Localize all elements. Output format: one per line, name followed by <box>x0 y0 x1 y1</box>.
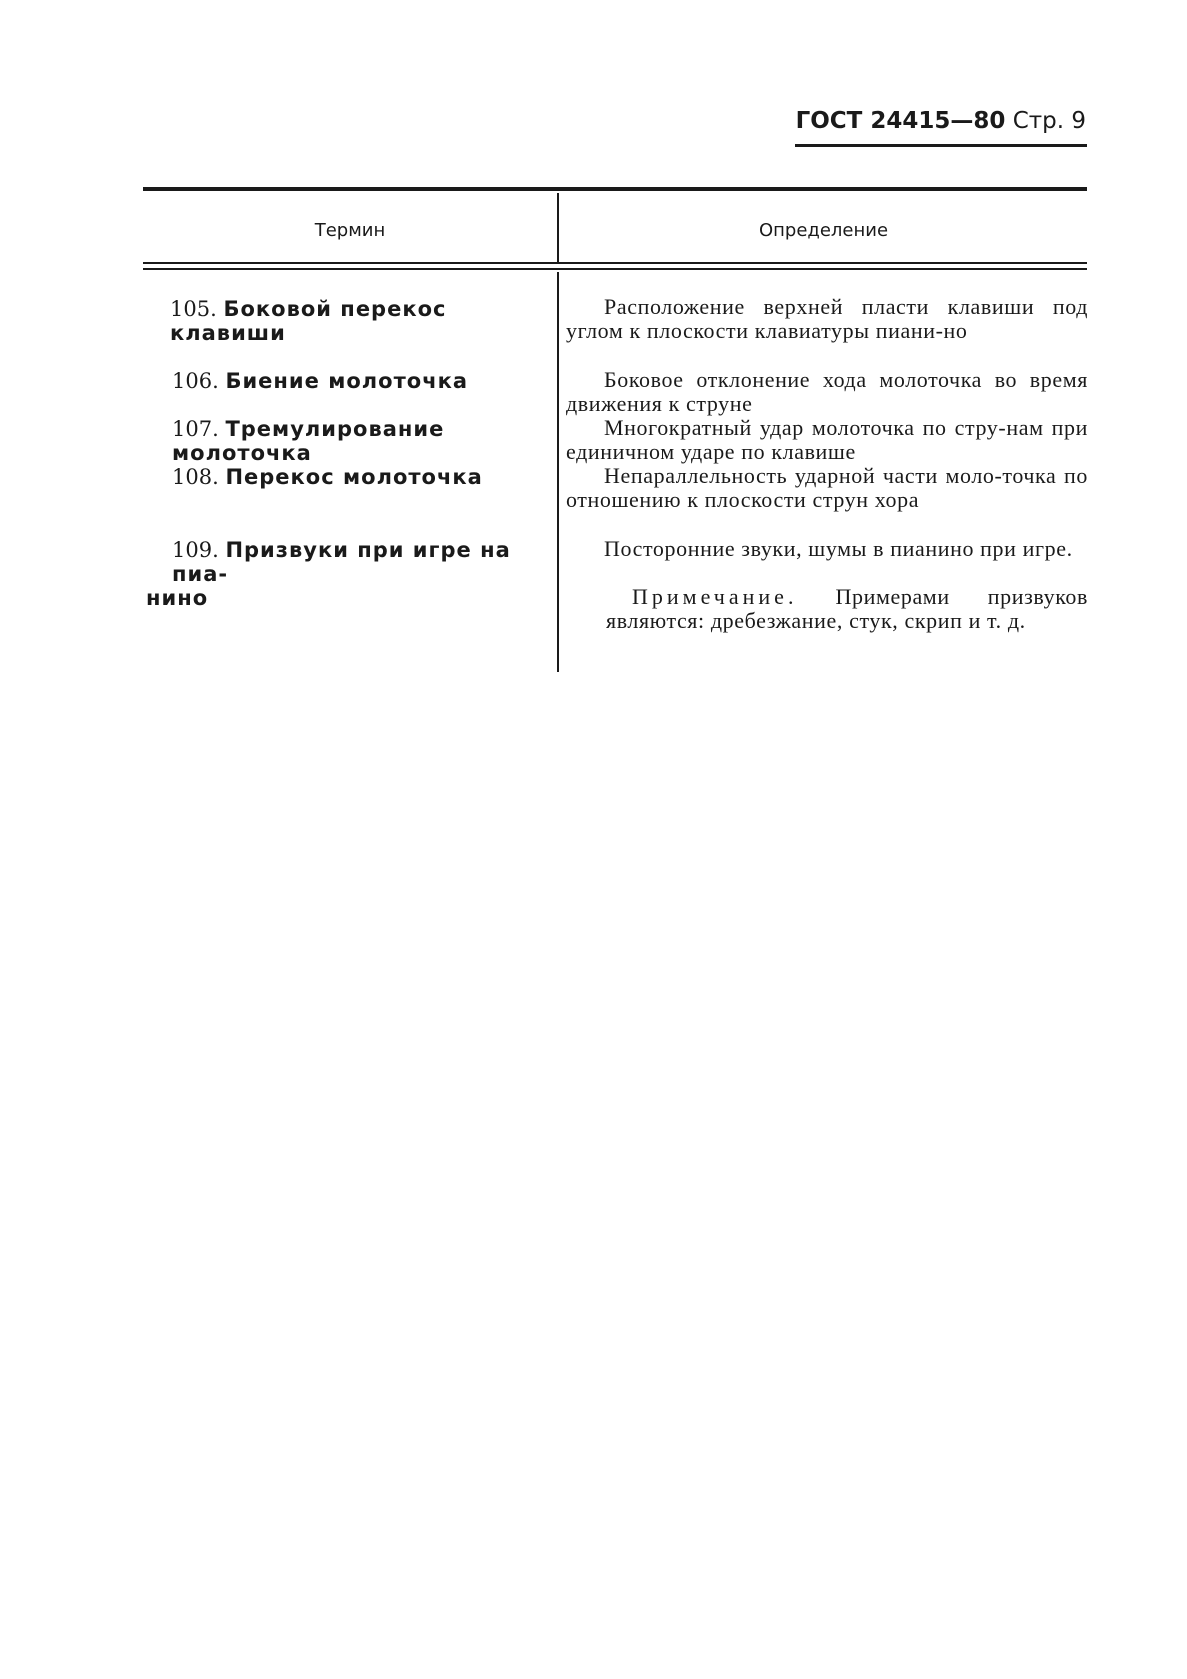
term-108 <box>172 465 552 489</box>
term-105 <box>170 297 550 345</box>
column-header-definition: Определение <box>758 220 889 241</box>
page-header <box>790 108 1086 134</box>
note-label: Примечание. <box>632 584 798 609</box>
term-name: Биение молоточка <box>225 369 469 393</box>
term-106 <box>172 369 552 393</box>
header-underline <box>795 144 1087 147</box>
term-number: 106. <box>172 369 219 393</box>
table-top-rule <box>143 187 1087 191</box>
term-109 <box>146 538 550 610</box>
term-name: Перекос молоточка <box>225 465 483 489</box>
note-109 <box>606 585 1088 633</box>
term-name: Тремулирование молоточка <box>172 417 445 465</box>
definition-108: Непараллельность ударной части моло-точка по отношению к плоскости струн хора <box>566 463 1088 512</box>
definition-109: Посторонние звуки, шумы в пианино при игре. <box>604 536 1073 561</box>
standard-number: ГОСТ 24415—80 <box>795 108 1006 134</box>
table-head-rule-1 <box>143 262 1087 264</box>
table-head-rule-2 <box>143 268 1087 270</box>
definition-107: Многократный удар молоточка по стру-нам при единичном ударе по клавише <box>566 415 1088 464</box>
column-header-term: Термин <box>314 220 386 241</box>
column-divider-head <box>557 193 559 263</box>
page-number: Стр. 9 <box>1012 108 1086 134</box>
term-name: Боковой перекос клавиши <box>170 297 447 345</box>
definition-106: Боковое отклонение хода молоточка во время движения к струне <box>566 367 1088 416</box>
term-107 <box>172 417 562 465</box>
term-name-line2: нино <box>146 586 209 610</box>
note-text: Примерами призвуков являются: дребезжание, стук, скрип и т. д. <box>606 584 1088 633</box>
column-divider-body <box>557 272 559 672</box>
term-number: 105. <box>170 297 217 321</box>
definition-105: Расположение верхней пласти клавиши под углом к плоскости клавиатуры пиани-но <box>566 294 1088 343</box>
term-number: 107. <box>172 417 219 441</box>
term-number: 108. <box>172 465 219 489</box>
term-number: 109. <box>172 538 219 562</box>
term-name-line1: Призвуки при игре на пиа- <box>172 538 511 586</box>
